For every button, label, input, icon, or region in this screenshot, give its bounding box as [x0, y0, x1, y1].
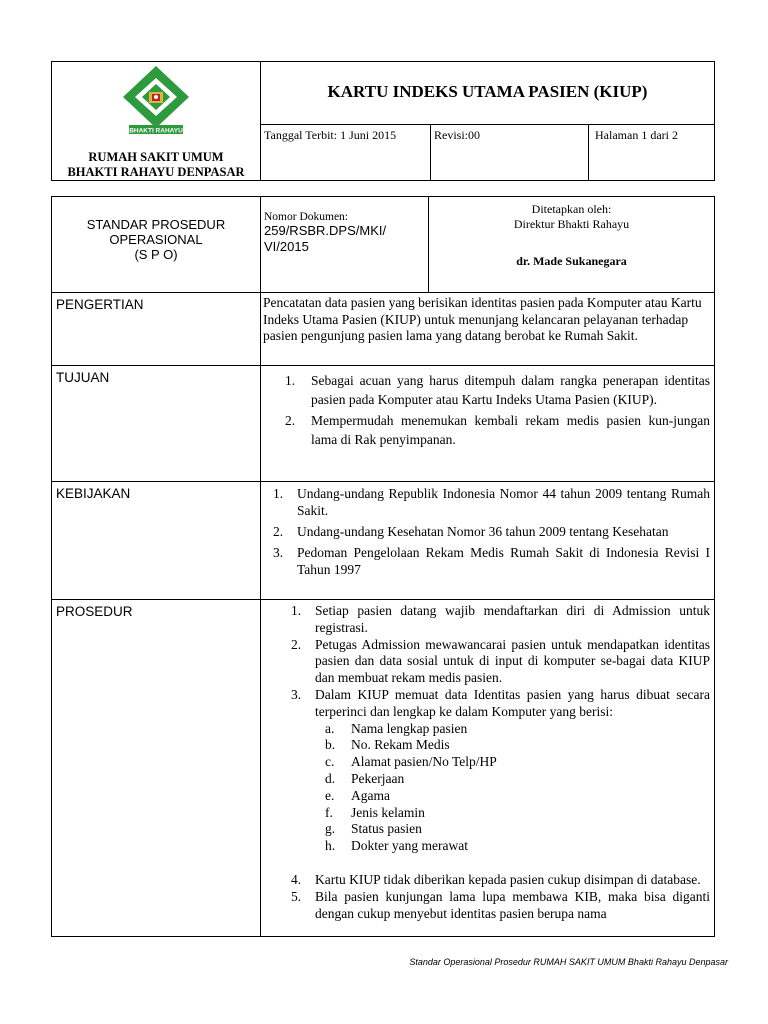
prosedur-list: [261, 603, 710, 922]
list-item: 2. Mempermudah menemukan kembali rekam medis pasien kun-jungan lama di Rak penyimpanan.: [285, 413, 710, 447]
list-item: 2. Undang-undang Kesehatan Nomor 36 tahun 2009 tentang Kesehatan: [273, 524, 669, 539]
list-item: a. Nama lengkap pasien: [325, 720, 468, 736]
tujuan-row: [52, 366, 715, 482]
list-item: d. Pekerjaan: [325, 770, 405, 786]
spo-label-cell: [52, 197, 261, 293]
list-item: 5. Bila pasien kunjungan lama lupa membawa KIB, maka bisa diganti dengan cukup menyebut identitas pasien berupa nama: [291, 888, 710, 921]
spo-label-line2: OPERASIONAL: [109, 232, 203, 247]
list-item: 2. Petugas Admission mewawancarai pasien untuk mendapatkan identitas pasien dan data sosial untuk di input di komputer se-bagai data KIUP dan membuat rekam medis pasien.: [291, 636, 710, 686]
hospital-name-line2: BHAKTI RAHAYU DENPASAR: [67, 165, 245, 179]
list-item: 1. Setiap pasien datang wajib mendaftarkan diri di Admission untuk registrasi.: [291, 603, 710, 635]
prosedur-cell: [261, 600, 715, 937]
list-item: c. Alamat pasien/No Telp/HP: [325, 754, 497, 770]
tanggal-terbit: Tanggal Terbit: 1 Juni 2015: [261, 124, 431, 180]
hospital-name-line1: RUMAH SAKIT UMUM: [88, 150, 224, 164]
header-table: [51, 61, 715, 181]
logo-text: BHAKTI RAHAYU: [129, 127, 183, 135]
list-item: f. Jenis kelamin: [325, 804, 425, 820]
document-title: KARTU INDEKS UTAMA PASIEN (KIUP): [261, 62, 715, 125]
revisi: Revisi:00: [431, 124, 589, 180]
tujuan-list: [261, 371, 710, 449]
tujuan-label: TUJUAN: [52, 366, 261, 482]
spo-table: [51, 196, 715, 937]
hospital-logo: [111, 64, 201, 142]
list-item: 3. Dalam KIUP memuat data Identitas pasien yang harus dibuat secara terperinci dan lengkap ke dalam Komputer yang berisi: a. Nama lengkap pasien b. No. Rekam Medis c. Alamat pasien/No Telp/HP d. Pekerjaan e. Agama f. Jenis kelamin g. Status pasien h. Dokter yang merawat: [291, 686, 710, 854]
list-item: 3. Pedoman Pengelolaan Rekam Medis Rumah Sakit di Indonesia Revisi I Tahun 1997: [273, 545, 710, 577]
tujuan-cell: [261, 366, 715, 482]
nomor-dokumen-cell: [261, 197, 429, 293]
kebijakan-list: [261, 485, 710, 578]
list-item: 1. Sebagai acuan yang harus ditempuh dalam rangka penerapan identitas pasien pada Komputer atau Kartu Indeks Utama Pasien (KIUP).: [285, 373, 710, 407]
list-item: h. Dokter yang merawat: [325, 838, 468, 854]
kebijakan-row: [52, 482, 715, 600]
ditetapkan-label: Ditetapkan oleh:: [531, 202, 612, 216]
hospital-cell: [52, 62, 261, 181]
list-item: e. Agama: [325, 787, 390, 803]
signer-name: dr. Made Sukanegara: [516, 254, 627, 268]
pengertian-row: [52, 293, 715, 366]
kebijakan-label: KEBIJAKAN: [52, 482, 261, 600]
nomor-line1: 259/RSBR.DPS/MKI/: [264, 223, 387, 238]
nomor-label: Nomor Dokumen:: [264, 211, 349, 223]
list-item: b. No. Rekam Medis: [325, 737, 450, 753]
spo-label-line3: (S P O): [134, 247, 178, 262]
ditetapkan-cell: [429, 197, 715, 293]
pengertian-text: Pencatatan data pasien yang berisikan identitas pasien pada Komputer atau Kartu Indeks Utama Pasien (KIUP) untuk menunjang kelancaran pelayanan terhadap pasien pengunjung pasien lama yang datang berobat ke Rumah Sakit.: [261, 293, 715, 366]
nomor-line2: VI/2015: [264, 239, 309, 254]
list-item: 4. Kartu KIUP tidak diberikan kepada pasien cukup disimpan di database.: [291, 871, 701, 887]
direktur-label: Direktur Bhakti Rahayu: [513, 217, 630, 231]
list-item: g. Status pasien: [325, 821, 422, 837]
page-footer: Standar Operasional Prosedur RUMAH SAKIT UMUM Bhakti Rahayu Denpasar: [409, 957, 728, 967]
pengertian-label: PENGERTIAN: [52, 293, 261, 366]
spo-label-line1: STANDAR PROSEDUR: [86, 217, 226, 232]
kebijakan-cell: [261, 482, 715, 600]
prosedur-row: [52, 600, 715, 937]
prosedur-label: PROSEDUR: [52, 600, 261, 937]
spo-row: [52, 197, 715, 293]
data-identitas-list: [315, 721, 710, 855]
halaman: Halaman 1 dari 2: [589, 124, 715, 180]
list-item: 1. Undang-undang Republik Indonesia Nomor 44 tahun 2009 tentang Rumah Sakit.: [273, 486, 710, 518]
